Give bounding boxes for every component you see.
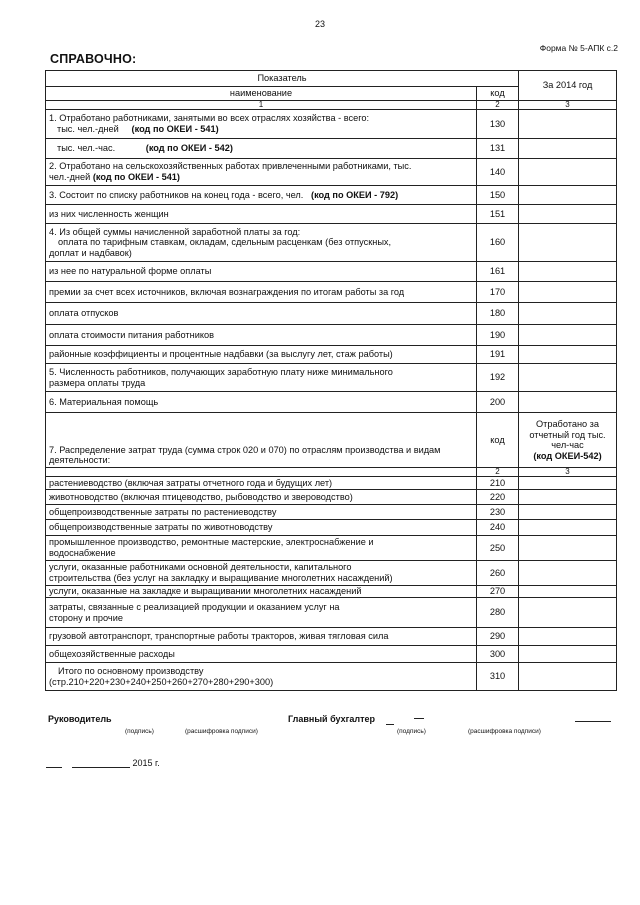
table-row [46,282,617,303]
row-text: 2. Отработано на сельскохозяйственных работах привлеченными работниками, тыс. [49,161,412,172]
header-col3: 3 [519,101,617,110]
signature-block [48,714,618,754]
row-value-cell[interactable] [519,224,617,262]
table-row [46,646,617,663]
table-row [46,561,617,586]
row-label [46,364,477,392]
row-code: 280 [477,598,519,628]
row-code: 220 [477,490,519,505]
row-code: 180 [477,303,519,325]
table-row [46,392,617,413]
row-label: оплата отпусков [46,303,477,325]
row-value-cell[interactable] [519,159,617,186]
row-label: 6. Материальная помощь [46,392,477,413]
table-row [46,346,617,364]
table-row [46,536,617,561]
row-code: 160 [477,224,519,262]
row-code: 250 [477,536,519,561]
section7-col2: 2 [477,468,519,477]
row-value-cell[interactable] [519,392,617,413]
row-value-cell[interactable] [519,205,617,224]
row-code: 270 [477,586,519,598]
row-code: 200 [477,392,519,413]
row-value-cell[interactable] [519,325,617,346]
row-label [46,186,477,205]
table-row [46,325,617,346]
header-name: наименование [46,87,477,101]
section7-value-header [519,413,617,468]
section7-col3: 3 [519,468,617,477]
row-value-cell[interactable] [519,364,617,392]
row-text-line2: водоснабжение [49,548,116,558]
section7-header [46,413,617,468]
header-col2: 2 [477,101,519,110]
row-value-cell[interactable] [519,628,617,646]
row-value-cell[interactable] [519,663,617,691]
row-text-line2: сторону и прочие [49,612,123,623]
table-row [46,586,617,598]
date-year-text: 2015 г. [132,758,160,768]
row-value-cell[interactable] [519,490,617,505]
row-value-cell[interactable] [519,586,617,598]
row-code: 192 [477,364,519,392]
row-label: из нее по натуральной форме оплаты [46,262,477,282]
table-row [46,139,617,159]
table-row [46,520,617,536]
row-code: 191 [477,346,519,364]
row-value-cell[interactable] [519,262,617,282]
row-unit: чел.-дней [49,172,91,182]
row-text: услуги, оказанные работниками основной деятельности, капитального [49,562,352,573]
row-code: 140 [477,159,519,186]
reference-table [45,70,617,691]
row-code: 290 [477,628,519,646]
row-code: 260 [477,561,519,586]
row-label [46,536,477,561]
row-unit: тыс. чел.-дней [57,124,119,134]
row-value-cell[interactable] [519,139,617,159]
row-okei: (код по ОКЕИ - 541) [131,124,219,134]
accountant-signature-caption: (подпись) [397,728,426,735]
row-code: 151 [477,205,519,224]
row-label: общепроизводственные затраты по растениеводству [46,505,477,520]
date-row [46,758,160,768]
row-label: общехозяйственные расходы [46,646,477,663]
table-row [46,663,617,691]
row-value-cell[interactable] [519,477,617,490]
row-label [46,110,477,139]
row-value-cell[interactable] [519,303,617,325]
row-text: 1. Отработано работниками, занятыми во всех отраслях хозяйства - всего: [49,113,370,124]
row-text: 4. Из общей суммы начисленной заработной платы за год: [49,226,301,237]
row-text-line3: доплат и надбавок) [49,247,132,258]
row-code: 230 [477,505,519,520]
table-row [46,628,617,646]
row-code: 150 [477,186,519,205]
row-text-line2: строительства (без услуг на закладку и выращивание многолетних насаждений) [49,573,393,583]
chief-accountant-signature-line-2[interactable] [414,718,424,719]
row-label: премии за счет всех источников, включая вознаграждения по итогам работы за год [46,282,477,303]
table-row [46,205,617,224]
row-code: 300 [477,646,519,663]
row-text: 3. Состоит по списку работников на конец года - всего, чел. [49,189,304,200]
row-text-line2: оплата по тарифным ставкам, окладам, сдельным расценкам (без отпускных, [58,237,392,248]
row-value-cell[interactable] [519,186,617,205]
row-code: 170 [477,282,519,303]
row-okei: (код по ОКЕИ - 792) [311,189,399,200]
row-code: 161 [477,262,519,282]
row-label: общепроизводственные затраты по животноводству [46,520,477,536]
section7-col1-blank [46,468,477,477]
date-day-line[interactable] [46,759,62,768]
row-text: тыс. чел.-час. [57,143,116,154]
row-label: растениеводство (включая затраты отчетного года и будущих лет) [46,477,477,490]
row-value-cell[interactable] [519,520,617,536]
section7-code-header: код [477,413,519,468]
table-row [46,364,617,392]
row-value-cell[interactable] [519,646,617,663]
section7-value-okei: (код ОКЕИ-542) [533,450,602,461]
row-label: районные коэффициенты и процентные надбавки (за выслугу лет, стаж работы) [46,346,477,364]
row-code: 190 [477,325,519,346]
head-label: Руководитель [48,714,112,724]
row-code: 210 [477,477,519,490]
form-reference: Форма № 5-АПК с.2 [539,43,618,53]
row-value-cell[interactable] [519,282,617,303]
row-label [46,663,477,691]
table-row [46,262,617,282]
row-label [46,598,477,628]
row-okei: (код по ОКЕИ - 542) [145,143,233,154]
table-row [46,303,617,325]
row-text: 5. Численность работников, получающих заработную плату ниже минимального [49,366,393,377]
accountant-decoding-caption: (расшифровка подписи) [468,728,541,735]
row-label: животноводство (включая птицеводство, рыбоводство и звероводство) [46,490,477,505]
row-label [46,561,477,586]
header-indicator: Показатель [46,71,519,87]
row-value-cell[interactable] [519,346,617,364]
page-number: 23 [314,19,325,29]
row-label [46,224,477,262]
row-code: 310 [477,663,519,691]
table-row [46,159,617,186]
row-code: 240 [477,520,519,536]
row-code: 131 [477,139,519,159]
row-text: затраты, связанные с реализацией продукции и оказанием услуг на [49,601,340,612]
header-code: код [477,87,519,101]
section7-title: 7. Распределение затрат труда (сумма строк 020 и 070) по отраслям производства и видам деятельности: [46,413,477,468]
row-label: из них численность женщин [46,205,477,224]
row-code: 130 [477,110,519,139]
row-value-cell[interactable] [519,536,617,561]
head-signature-caption: (подпись) [125,728,154,735]
row-label: услуги, оказанные на закладке и выращивании многолетних насаждений [46,586,477,598]
row-label [46,159,477,186]
row-label [46,139,477,159]
row-text: Итого по основному производству [58,665,204,676]
row-value-cell[interactable] [519,598,617,628]
chief-accountant-label: Главный бухгалтер [288,714,376,724]
row-text-line2: (стр.210+220+230+240+250+260+270+280+290+300) [49,676,274,687]
row-text: промышленное производство, ремонтные мастерские, электроснабжение и [49,537,374,548]
table-row [46,186,617,205]
table-row [46,505,617,520]
row-label: грузовой автотранспорт, транспортные работы тракторов, живая тягловая сила [46,628,477,646]
row-okei: (код по ОКЕИ - 541) [92,172,180,182]
row-value-cell[interactable] [519,505,617,520]
table-row [46,110,617,139]
table-row [46,598,617,628]
table-row [46,477,617,490]
section-title: СПРАВОЧНО: [50,52,137,66]
row-value-cell[interactable] [519,561,617,586]
head-decoding-caption: (расшифровка подписи) [185,728,258,735]
date-month-line[interactable] [72,759,130,768]
chief-accountant-signature-line[interactable] [386,724,394,725]
row-value-cell[interactable] [519,110,617,139]
header-col1: 1 [46,101,477,110]
accountant-decoding-line[interactable] [575,721,611,722]
table-row [46,490,617,505]
section7-value-header-text: Отработано за отчетный год тыс. чел-час [529,419,606,450]
row-label: оплата стоимости питания работников [46,325,477,346]
header-year: За 2014 год [519,71,617,101]
row-text-line2: размера оплаты труда [49,377,146,388]
table-row [46,224,617,262]
